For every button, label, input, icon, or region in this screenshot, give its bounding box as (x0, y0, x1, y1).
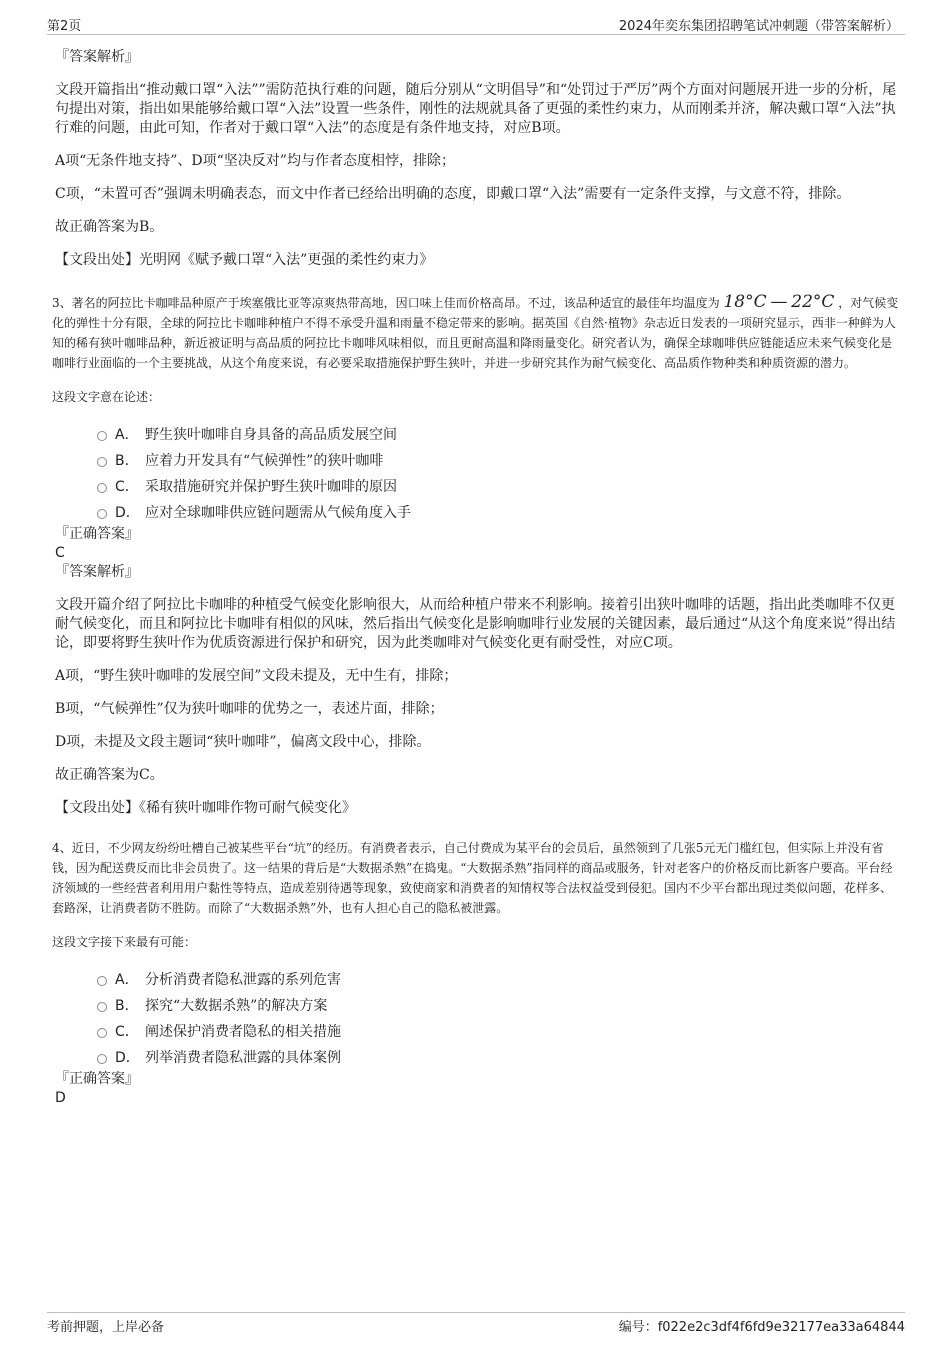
question-stem: 这段文字意在论述： (52, 390, 161, 404)
option-label: A． (115, 972, 139, 988)
option-text: 野生狭叶咖啡自身具备的高品质发展空间 (145, 427, 397, 443)
option-c[interactable] (55, 473, 900, 499)
passage-text: 3、著名的阿拉比卡咖啡品种原产于埃塞俄比亚等凉爽热带高地，因口味上佳而价格高昂。不过，该品种适宜的最佳年均温度为 (52, 296, 720, 310)
analysis-paragraph: C项，“未置可否”强调未明确表态，而文中作者已经给出明确的态度，即戴口罩“入法”需要有一定条件支撑，与文意不符，排除。 (55, 186, 851, 202)
page-header (47, 14, 905, 35)
page-footer (47, 1312, 905, 1335)
option-label: D． (115, 505, 140, 521)
option-text: 探究“大数据杀熟”的解决方案 (145, 998, 328, 1014)
analysis-paragraph: A项“无条件地支持”、D项“坚决反对”均与作者态度相悖，排除； (55, 153, 455, 169)
radio-icon[interactable] (97, 509, 107, 519)
question-passage: 4、近日，不少网友纷纷吐槽自己被某些平台“坑”的经历。有消费者表示，自己付费成为某平台的会员后，虽然领到了几张5元无门槛红包，但实际上并没有省钱，因为配送费反而比非会员贵了。这一结果的背后是“大数据杀熟”在捣鬼。“大数据杀熟”指同样的商品或服务，针对老客户的价格反而比新客户要高。平台经济领域的一些经营者利用用户黏性等特点，造成差别待遇等现象，致使商家和消费者的知情权等合法权益受到侵犯。国内不少平台都出现过类似问题，花样多、套路深，让消费者防不胜防。而除了“大数据杀熟”外，也有人担心自己的隐私被泄露。 (52, 841, 893, 915)
analysis-paragraph: B项，“气候弹性”仅为狭叶咖啡的优势之一，表述片面，排除； (55, 701, 444, 717)
temperature-high: 22°C (791, 292, 835, 312)
radio-icon[interactable] (97, 431, 107, 441)
radio-icon[interactable] (97, 976, 107, 986)
analysis-title: 『答案解析』 (55, 564, 139, 580)
radio-icon[interactable] (97, 457, 107, 467)
option-label: C． (115, 1024, 139, 1040)
option-c[interactable] (55, 1018, 900, 1044)
radio-icon[interactable] (97, 1028, 107, 1038)
option-text: 分析消费者隐私泄露的系列危害 (145, 972, 341, 988)
passage-source: 【文段出处】光明网《赋予戴口罩“入法”更强的柔性约束力》 (55, 252, 434, 268)
conclusion: 故正确答案为B。 (55, 219, 164, 235)
footer-slogan: 考前押题，上岸必备 (47, 1320, 165, 1335)
option-label: D． (115, 1050, 140, 1066)
correct-answer: C (55, 545, 65, 561)
option-text: 列举消费者隐私泄露的具体案例 (145, 1050, 341, 1066)
option-label: A． (115, 427, 139, 443)
radio-icon[interactable] (97, 483, 107, 493)
option-text: 应对全球咖啡供应链问题需从气候角度入手 (145, 505, 411, 521)
option-label: C． (115, 479, 139, 495)
document-id: 编号：f022e2c3df4f6fd9e32177ea33a64844 (618, 1320, 905, 1335)
radio-icon[interactable] (97, 1054, 107, 1064)
document-title: 2024年奕东集团招聘笔试冲刺题（带答案解析） (618, 19, 899, 34)
temperature-low: 18°C (723, 292, 767, 312)
option-text: 应着力开发具有“气候弹性”的狭叶咖啡 (145, 453, 384, 469)
passage-source: 【文段出处】《稀有狭叶咖啡作物可耐气候变化》 (55, 800, 356, 816)
option-b[interactable] (55, 992, 900, 1018)
options-list (55, 421, 900, 525)
conclusion: 故正确答案为C。 (55, 767, 164, 783)
option-a[interactable] (55, 421, 900, 447)
temperature-dash: — (770, 292, 788, 312)
options-list (55, 966, 900, 1070)
option-label: B． (115, 998, 139, 1014)
option-a[interactable] (55, 966, 900, 992)
page-number: 第2页 (47, 19, 82, 34)
option-d[interactable] (55, 499, 900, 525)
option-label: B． (115, 453, 139, 469)
option-text: 阐述保护消费者隐私的相关措施 (145, 1024, 341, 1040)
question-passage (52, 292, 900, 373)
option-text: 采取措施研究并保护野生狭叶咖啡的原因 (145, 479, 397, 495)
analysis-title: 『答案解析』 (55, 49, 139, 65)
passage-text: ，对气候变化的弹性十分有限，全球的阿拉比卡咖啡种植户不得不承受升温和雨量不稳定带来的影响。据英国《自然·植物》杂志近日发表的一项研究显示，西非一种鲜为人知的稀有狭叶咖啡品种，新近被证明与高品质的阿拉比卡咖啡风味相似，而且更耐高温和降雨量变化。研究者认为，确保全球咖啡供应链能适应未来气候变化是咖啡行业面临的一个主要挑战，从这个角度来说，有必要采取措施保护野生狭叶，并进一步研究其作为耐气候变化、高品质作物种类和种质资源的潜力。 (52, 296, 899, 370)
analysis-paragraph: A项，“野生狭叶咖啡的发展空间”文段未提及，无中生有，排除； (55, 668, 458, 684)
question-stem: 这段文字接下来最有可能： (52, 935, 197, 949)
answer-title: 『正确答案』 (55, 526, 139, 542)
option-b[interactable] (55, 447, 900, 473)
correct-answer: D (55, 1090, 66, 1106)
page-content (52, 48, 900, 1108)
analysis-paragraph: D项，未提及文段主题词“狭叶咖啡”，偏离文段中心，排除。 (55, 734, 431, 750)
radio-icon[interactable] (97, 1002, 107, 1012)
analysis-paragraph: 文段开篇指出“推动戴口罩“入法””需防范执行难的问题，随后分别从“文明倡导”和“处罚过于严厉”两个方面对问题展开进一步的分析，尾句提出对策，指出如果能够给戴口罩“入法”设置一些条件，刚性的法规就具备了更强的柔性约束力，从而刚柔并济，解决戴口罩“入法”执行难的问题，由此可知，作者对于戴口罩“入法”的态度是有条件地支持，对应B项。 (55, 82, 897, 136)
option-d[interactable] (55, 1044, 900, 1070)
answer-title: 『正确答案』 (55, 1071, 139, 1087)
analysis-paragraph: 文段开篇介绍了阿拉比卡咖啡的种植受气候变化影响很大，从而给种植户带来不利影响。接着引出狭叶咖啡的话题，指出此类咖啡不仅更耐气候变化，而且和阿拉比卡咖啡有相似的风味，然后指出气候变化是影响咖啡行业发展的关键因素，最后通过“从这个角度来说”得出结论，即要将野生狭叶作为优质资源进行保护和研究，因为此类咖啡对气候变化更有耐受性，对应C项。 (55, 597, 896, 651)
